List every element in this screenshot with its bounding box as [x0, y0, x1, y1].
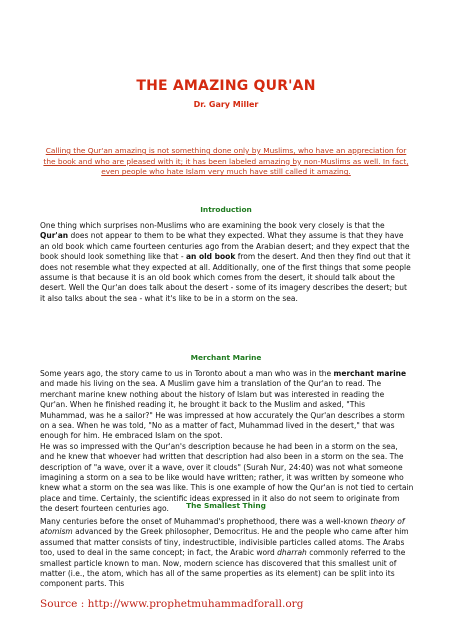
text-run: He was so impressed with the Qur'an's description because he had been in a storm on the sea, and he knew that whoever had written that description had also been in a storm on the sea. The description of "a wave, over it a wave, over it clouds" (Surah Nur, 24:40) was not what someone imagining a storm on a sea to be like would have written; rather, it was written by someone who knew what a storm on the sea was like. This is one example of how the Qur'an is not tied to certain place and time. Certainly, the scientific ideas expressed in it also do not seem to originate from the desert fourteen centuries ago. [40, 441, 414, 514]
paragraph [40, 369, 414, 442]
bold-text: Qur'an [40, 231, 69, 241]
section-body-smallest-thing [40, 517, 414, 589]
text-run: One thing which surprises non-Muslims who are examining the book very closely is that the [40, 221, 385, 230]
text-run: Many centuries before the onset of Muhammad's prophethood, there was a well-known [40, 517, 371, 526]
italic-text: dharrah [277, 548, 307, 558]
section-heading-smallest-thing: The Smallest Thing [186, 501, 266, 510]
bold-text: an old book [185, 252, 236, 262]
paragraph [40, 221, 414, 304]
text-run: commonly referred to the smallest particle known to man. Now, modern science has discovered that this smallest unit of matter (i.e., the atom, which has all of the same properties as its element) can be split into its component parts. This [40, 548, 406, 589]
author-name: Dr. Gary Miller [193, 100, 259, 109]
section-body-merchant-marine [40, 369, 414, 515]
text-run: does not appear to them to be what they expected. What they assume is that they have an old book which came fourteen centuries ago from the Arabian desert; and they expect that the book should look something like that - [40, 231, 410, 262]
section-heading-introduction: Introduction [200, 205, 252, 214]
text-run: and made his living on the sea. A Muslim gave him a translation of the Qur'an to read. The merchant marine knew nothing about the history of Islam but was interested in reading the Qur'an. When he finished reading it, he brought it back to the Muslim and asked, "This Muhammad, was he a sailor?" He was impressed at how accurately the Qur'an describes a storm on a sea. When he was told, "No as a matter of fact, Muhammad lived in the desert," that was enough for him. He embraced Islam on the spot. [40, 379, 405, 441]
text-run: advanced by the Greek philosopher, Democritus. He and the people who came after him assumed that matter consists of tiny, indestructible, indivisible particles called atoms. The Arabs too, used to deal in the same concept; in fact, the Arabic word [40, 527, 409, 558]
document-title: THE AMAZING QUR'AN [136, 78, 316, 94]
italic-text: theory of atomism [40, 517, 405, 537]
paragraph [40, 517, 414, 590]
text-run: from the desert. And then they find out that it does not resemble what they expected at all. Additionally, one of the first things that some people assume is that because it is an old book which comes from the desert, it should talk about the desert. Well the Qur'an does talk about the desert - some of its imagery describes the desert; but it also talks about the sea - what it's like to be in a storm on the sea. [40, 252, 411, 303]
text-run: Some years ago, the story came to us in Toronto about a man who was in the [40, 369, 334, 378]
source-link[interactable]: Source : http://www.prophetmuhammadforall.org [40, 598, 304, 610]
section-body-introduction [40, 221, 414, 304]
bold-text: merchant marine [333, 369, 407, 378]
intro-note-link[interactable]: Calling the Qur'an amazing is not something done only by Muslims, who have an appreciation for the book and who are pleased with it; it has been labeled amazing by non-Muslims as well. In fact, even people who hate Islam very much have still called it amazing. [43, 146, 409, 177]
section-heading-merchant-marine: Merchant Marine [190, 353, 262, 362]
